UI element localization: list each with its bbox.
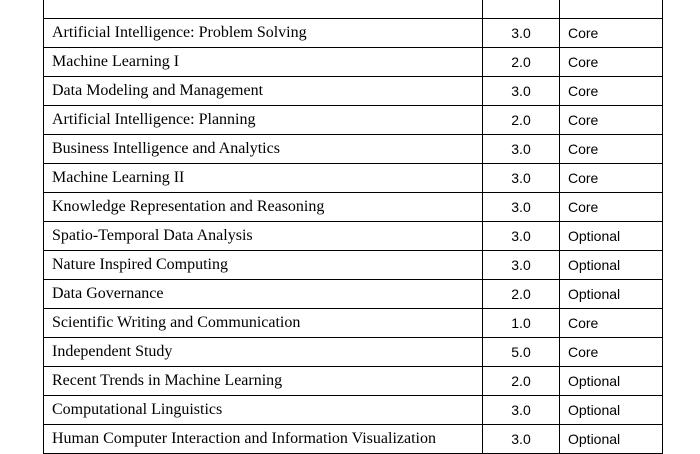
course-table	[43, 0, 663, 454]
course-name-cell: Human Computer Interaction and Information Visualization	[44, 425, 483, 454]
course-credits-cell: 3.0	[483, 19, 560, 48]
course-name-cell: Nature Inspired Computing	[44, 251, 483, 280]
table-row	[44, 77, 663, 106]
course-name-cell: Spatio-Temporal Data Analysis	[44, 222, 483, 251]
course-type-cell: Core	[560, 135, 663, 164]
course-credits-cell: 1.0	[483, 309, 560, 338]
course-credits-cell: 3.0	[483, 77, 560, 106]
course-credits-cell: 3.0	[483, 135, 560, 164]
course-type-cell: Core	[560, 48, 663, 77]
table-row	[44, 280, 663, 309]
course-name-cell: Knowledge Representation and Reasoning	[44, 193, 483, 222]
table-row	[44, 222, 663, 251]
course-type-cell: Core	[560, 106, 663, 135]
table-row	[44, 48, 663, 77]
course-type-cell: Core	[560, 164, 663, 193]
course-type-cell: Optional	[560, 251, 663, 280]
table-row	[44, 106, 663, 135]
course-name-cell: Machine Learning I	[44, 48, 483, 77]
table-row	[44, 0, 663, 19]
table-row	[44, 251, 663, 280]
course-type-cell: Core	[560, 19, 663, 48]
course-type-cell: Core	[560, 77, 663, 106]
table-row	[44, 164, 663, 193]
course-credits-cell: 3.0	[483, 396, 560, 425]
course-name-cell: Data Governance	[44, 280, 483, 309]
course-name-cell: Artificial Intelligence: Problem Solving	[44, 19, 483, 48]
course-name-cell: Artificial Intelligence: Planning	[44, 106, 483, 135]
course-credits-cell: 3.0	[483, 425, 560, 454]
course-credits-cell: 5.0	[483, 338, 560, 367]
course-name-cell: Machine Learning II	[44, 164, 483, 193]
table-row	[44, 367, 663, 396]
course-credits-cell: 2.0	[483, 106, 560, 135]
course-name-cell: Business Intelligence and Analytics	[44, 135, 483, 164]
course-credits-cell: 3.0	[483, 251, 560, 280]
table-row	[44, 309, 663, 338]
course-type-cell: Optional	[560, 396, 663, 425]
course-credits-cell: 3.0	[483, 193, 560, 222]
course-type-cell: Optional	[560, 280, 663, 309]
course-credits-cell: 3.0	[483, 222, 560, 251]
course-name-cell	[44, 0, 483, 19]
course-credits-cell: 2.0	[483, 367, 560, 396]
course-type-cell: Core	[560, 193, 663, 222]
course-name-cell: Scientific Writing and Communication	[44, 309, 483, 338]
course-name-cell: Independent Study	[44, 338, 483, 367]
course-credits-cell: 2.0	[483, 48, 560, 77]
course-type-cell: Optional	[560, 222, 663, 251]
course-type-cell	[560, 0, 663, 19]
table-row	[44, 193, 663, 222]
table-row	[44, 135, 663, 164]
course-type-cell: Optional	[560, 425, 663, 454]
table-row	[44, 425, 663, 454]
table-row	[44, 396, 663, 425]
course-table-body	[44, 0, 663, 454]
table-row	[44, 338, 663, 367]
course-type-cell: Core	[560, 338, 663, 367]
course-name-cell: Computational Linguistics	[44, 396, 483, 425]
course-type-cell: Optional	[560, 367, 663, 396]
course-name-cell: Data Modeling and Management	[44, 77, 483, 106]
course-credits-cell	[483, 0, 560, 19]
table-row	[44, 19, 663, 48]
course-type-cell: Core	[560, 309, 663, 338]
course-credits-cell: 3.0	[483, 164, 560, 193]
course-name-cell: Recent Trends in Machine Learning	[44, 367, 483, 396]
course-credits-cell: 2.0	[483, 280, 560, 309]
